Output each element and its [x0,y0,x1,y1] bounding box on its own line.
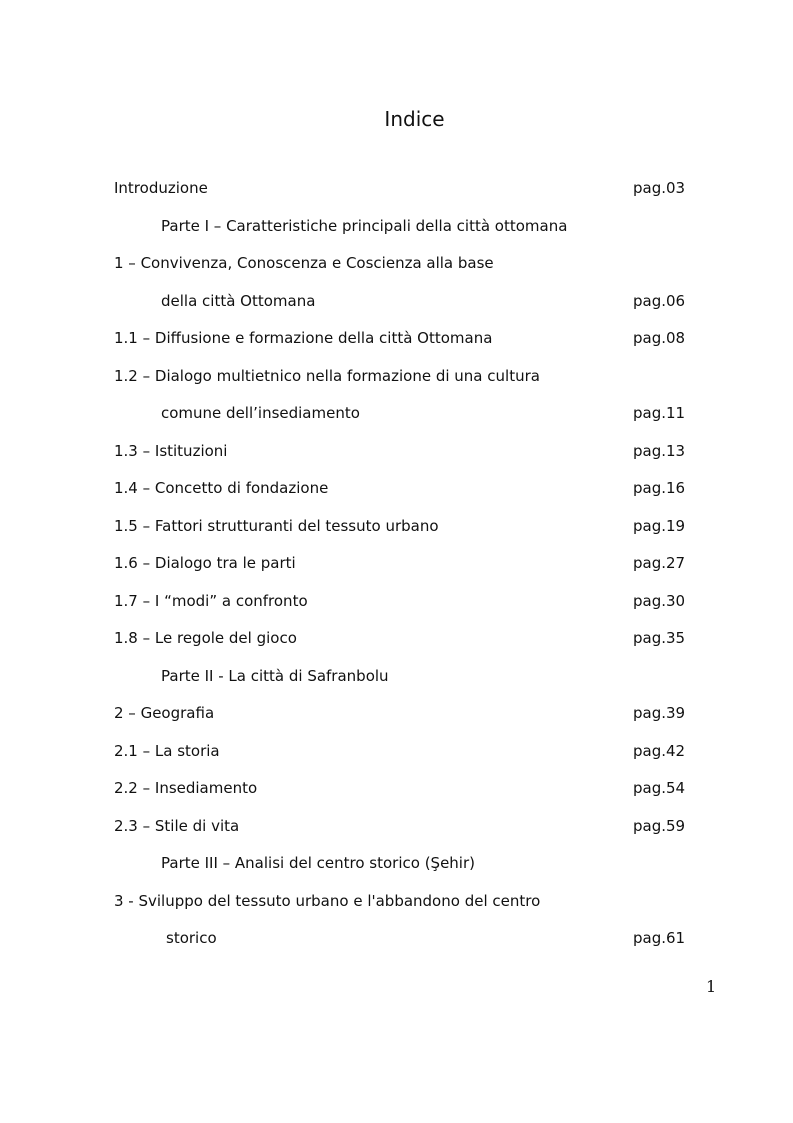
page-title: Indice [384,107,445,132]
toc-entry-label: comune dell’insediamento [161,404,360,422]
toc-entry-1-6[interactable] [114,552,686,590]
toc-entry-page: pag.13 [633,441,686,460]
toc-entry-page: pag.06 [633,291,686,310]
toc-entry-2-3[interactable] [114,815,686,853]
toc-entry-page: pag.61 [633,929,686,947]
toc-entry-1[interactable] [114,252,686,290]
toc-entry-label: 1.5 – Fattori strutturanti del tessuto urbano [114,516,439,535]
toc-entry-label: 2.1 – La storia [114,741,220,760]
toc-entry-label: Parte III – Analisi del centro storico (Şehir) [161,854,475,872]
toc-entry-2[interactable] [114,702,686,740]
toc-entry-label: 1 – Convivenza, Conoscenza e Coscienza alla base [114,254,494,272]
toc-entry-label: 1.7 – I “modi” a confronto [114,591,308,610]
toc-entry-label: Introduzione [114,179,208,197]
toc-entry-label: 2.3 – Stile di vita [114,816,240,835]
toc-entry-2-2[interactable] [114,777,686,815]
toc-part-heading-2[interactable] [114,665,686,703]
toc-entry-label: della città Ottomana [161,291,316,310]
toc-entry-page: pag.39 [633,704,686,722]
toc-entry-label: Parte I – Caratteristiche principali della città ottomana [161,216,568,235]
toc-entry-2-1[interactable] [114,740,686,778]
toc-entry-1-2[interactable] [114,365,686,403]
toc-entry-label: 1.1 – Diffusione e formazione della città Ottomana [114,329,493,347]
toc-entry-page: pag.27 [633,554,686,572]
table-of-contents [114,177,686,965]
toc-entry-label: 1.3 – Istituzioni [114,441,228,460]
toc-entry-1-3[interactable] [114,440,686,478]
toc-entry-page: pag.54 [633,779,686,797]
toc-entry-introduzione[interactable] [114,177,686,215]
toc-entry-page: pag.42 [633,741,686,760]
toc-entry-page: pag.16 [633,479,686,497]
toc-entry-1-2-continued[interactable] [114,402,686,440]
toc-entry-page: pag.19 [633,516,686,535]
toc-entry-label: Parte II - La città di Safranbolu [161,666,389,685]
toc-entry-1-4[interactable] [114,477,686,515]
toc-entry-label: 2 – Geografia [114,704,215,722]
toc-entry-page: pag.35 [633,629,686,647]
toc-entry-page: pag.03 [633,179,686,197]
toc-entry-page: pag.30 [633,591,686,610]
toc-entry-page: pag.08 [633,329,686,347]
page-number: 1 [706,977,717,996]
toc-entry-page: pag.11 [633,404,686,422]
toc-entry-label: 1.4 – Concetto di fondazione [114,479,329,497]
toc-entry-label: storico [166,929,217,947]
toc-entry-label: 1.8 – Le regole del gioco [114,629,297,647]
toc-entry-label: 2.2 – Insediamento [114,779,258,797]
toc-entry-1-8[interactable] [114,627,686,665]
toc-part-heading-1[interactable] [114,215,686,253]
toc-entry-1-1[interactable] [114,327,686,365]
toc-entry-page: pag.59 [633,816,686,835]
toc-entry-label: 3 - Sviluppo del tessuto urbano e l'abbandono del centro [114,891,541,910]
toc-entry-1-continued[interactable] [114,290,686,328]
toc-part-heading-3[interactable] [114,852,686,890]
toc-entry-label: 1.2 – Dialogo multietnico nella formazione di una cultura [114,366,540,385]
toc-entry-1-5[interactable] [114,515,686,553]
toc-entry-3-continued[interactable] [114,927,686,965]
toc-entry-label: 1.6 – Dialogo tra le parti [114,554,296,572]
toc-entry-3[interactable] [114,890,686,928]
toc-entry-1-7[interactable] [114,590,686,628]
